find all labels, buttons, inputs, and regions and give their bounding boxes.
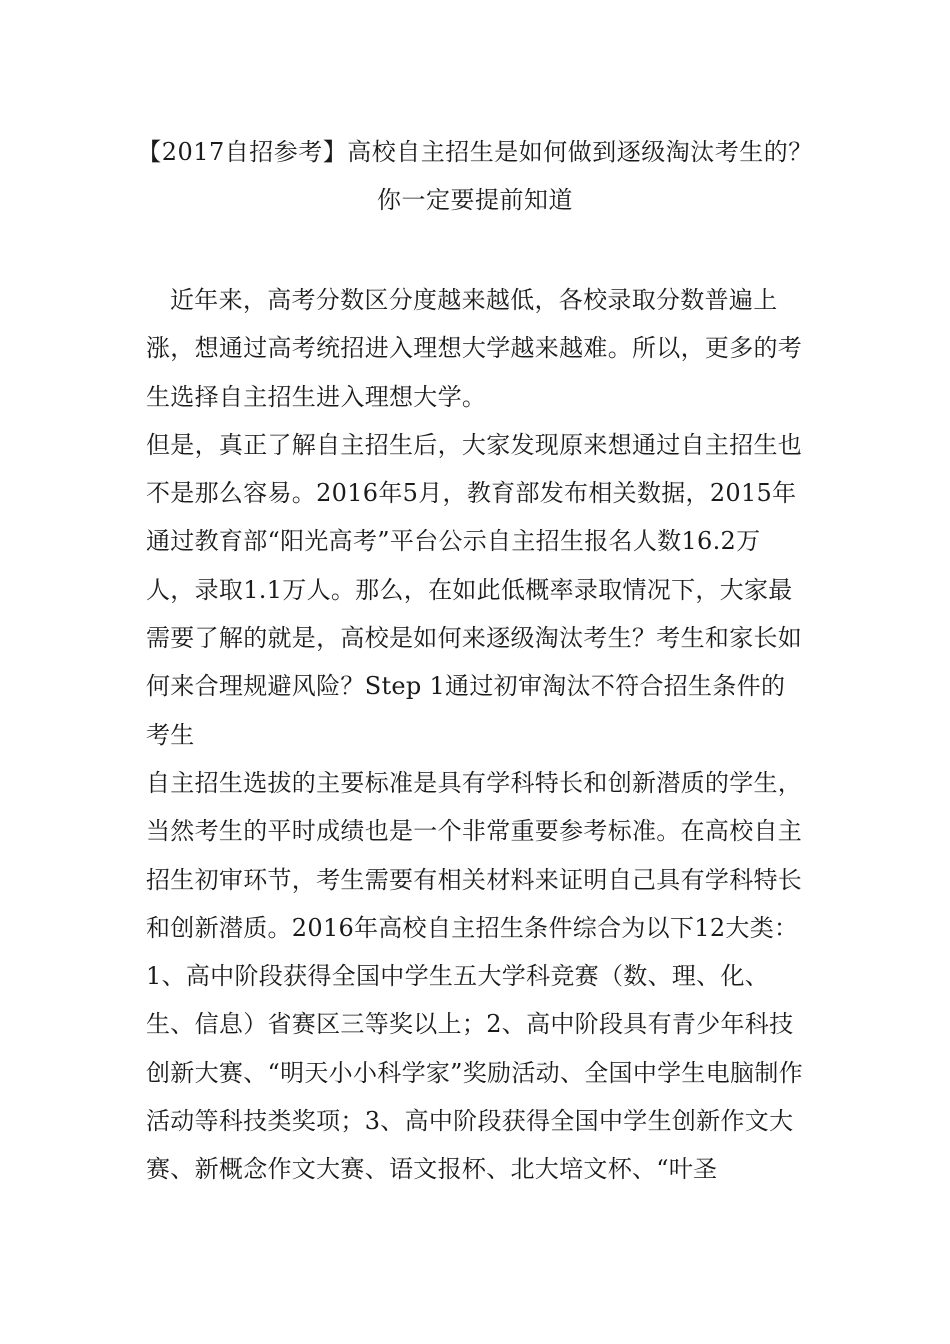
title-line-2: 你一定要提前知道 (377, 186, 573, 214)
title-line-1: 【2017自招参考】高校自主招生是如何做到逐级淘汰考生的？ (137, 138, 813, 166)
paragraph-intro: 近年来，高考分数区分度越来越低，各校录取分数普遍上涨，想通过高考统招进入理想大学越来越难。所以，更多的考生选择自主招生进入理想大学。 (146, 286, 803, 411)
paragraph-criteria: 自主招生选拔的主要标准是具有学科特长和创新潜质的学生，当然考生的平时成绩也是一个非常重要参考标准。在高校自主招生初审环节，考生需要有相关材料来证明自己具有学科特长和创新潜质。2016年高校自主招生条件综合为以下12大类：1、高中阶段获得全国中学生五大学科竞赛（数、理、化、生、信息）省赛区三等奖以上；2、高中阶段具有青少年科技创新大赛、“明天小小科学家”奖励活动、全国中学生电脑制作活动等科技类奖项；3、高中阶段获得全国中学生创新作文大赛、新概念作文大赛、语文报杯、北大培文杯、“叶圣 (146, 768, 803, 1184)
document-body (146, 276, 808, 1194)
paragraph-statistics: 但是，真正了解自主招生后，大家发现原来想通过自主招生也不是那么容易。2016年5月，教育部发布相关数据，2015年通过教育部“阳光高考”平台公示自主招生报名人数16.2万人，录取1.1万人。那么，在如此低概率录取情况下，大家最需要了解的就是，高校是如何来逐级淘汰考生？考生和家长如何来合理规避风险？Step 1通过初审淘汰不符合招生条件的考生 (146, 430, 803, 749)
document-title (120, 128, 830, 224)
